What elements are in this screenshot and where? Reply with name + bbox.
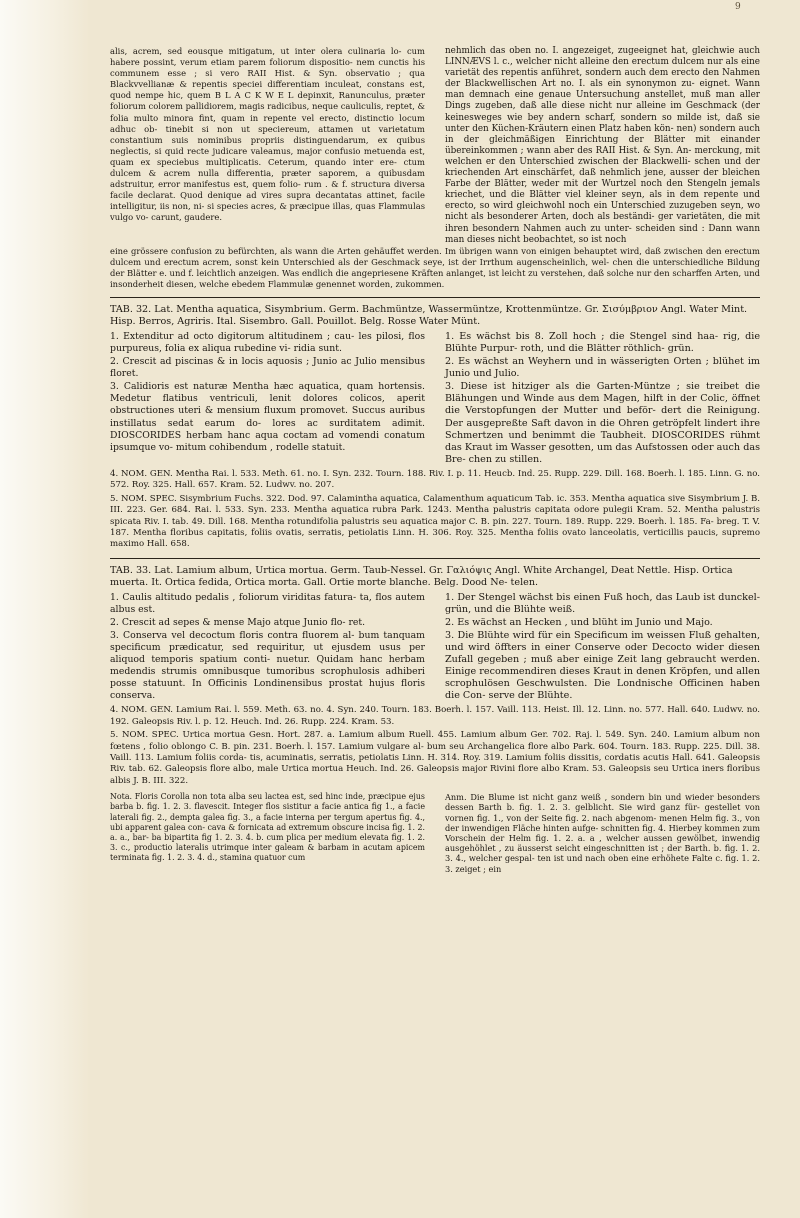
tab32-nom-gen: 4. NOM. GEN. Mentha Rai. l. 533. Meth. 61. no. I. Syn. 232. Tourn. 188. Riv. I. p. 11. Heucb. Ind. 25. Rupp. 229. Dill. 168. Boerh. l. 185. Linn. G. no. 572. Roy. 325. Hall. 657. Kram. 52. Ludwv. no. 207. (110, 468, 760, 491)
tab33-nom-spec: 5. NOM. SPEC. Urtica mortua Gesn. Hort. 287. a. Lamium album Ruell. 455. Lamium album Ger. 702. Raj. l. 549. Syn. 240. Lamium album non fœtens , folio oblongo C. B. pin. 231. Boerh. l. 157. Lamium vulgare al- bum seu Archangelica flore albo Park. 604. Tourn. 183. Rupp. 225. Dill. 38. Vaill. 113. Lamium foliis corda- tis, acuminatis, serratis, petiolatis Linn. H. 314. Roy. 319. Lamium foliis dissitis, cordatis acutis Hall. 641. Galeopsis Riv. tab. 62. Galeopsis flore albo, male Urtica mortua Heuch. Ind. 26. Galeopsis major Rivini flore albo Kram. 53. Galeopsis seu Urtica iners floribus albis J. B. III. 322. (110, 730, 760, 786)
tab33-nota-german: Anm. Die Blume ist nicht ganz weiß , sondern bin und wieder besonders dessen Barth b. fig. 1. 2. 3. gelblicht. Sie wird ganz für- gestellet von vornen fig. 1., von der Seite fig. 2. nach abgenom- menen Helm fig. 3., von der inwendigen Fläche hinten aufge- schnitten fig. 4. Hierbey kommen zum Vorschein der Helm fig. 1. 2. a. a , welcher aussen gewölbet, inwendig ausgehöhlet , zu äusserst seicht eingeschnitten ist ; der Barth. b. fig. 1. 2. 3. 4., welcher gespal- ten ist und nach oben eine erhöhete Falte c. fig. 1. 2. 3. zeiget ; ein (445, 792, 760, 874)
top-latin-text: alis, acrem, sed eousque mitigatum, ut inter olera culinaria lo- cum habere possint, verum etiam parem foliorum dispositio- nem cunctis his communem esse ; si vero RAII Hist. & Syn. observatio ; qua Blackvvellianæ & repentis speciei differentiam inculeat, constans est, quod nempe hic, quem B L A C K W E L depinxit, Ranunculus, præter foliorum colorem pallidiorem, magis radicibus, neque cauliculis, reptet, & folia multo minora fint, quam in repente vel erecto, distinctio locum adhuc ob- tinebit si non ut speciereum, attamen ut varietatum constantium suis nominibus propriis distinguendarum, ex quibus neglectis, si quid recte judicare valeamus, major confusio metuenda est, quam ex speciebus multiplicatis. Ceterum, quando inter ere- ctum dulcem & acrem nulla differentia, præter saporem, a quibusdam adstruitur, error manifestus est, quem folio- rum . & f. structura diversa facile declarat. Quod denique ad vires supra decantatas attinet, facile intelligitur, iis non, ni- si species acres, & præcipue illas, quas Flammulas vulgo vo- carunt, gaudere. (110, 46, 425, 223)
top-section (110, 46, 760, 246)
tab33-heading: TAB. 33. Lat. Lamium album, Urtica mortua. Germ. Taub-Nessel. Gr. Γαλιόψις Angl. White Archangel, Deat Nettle. Hisp. Ortica muerta. It. Ortica fedida, Ortica morta. Gall. Ortie morte blanche. Belg. Dood Ne- telen. (110, 564, 733, 589)
page-edge (0, 0, 90, 1218)
tab32-latin-item-2: 2. Crescit ad piscinas & in locis aquosis ; Junio ac Julio mensibus floret. (110, 356, 425, 380)
tab33-german-item-1: 1. Der Stengel wächst bis einen Fuß hoch, das Laub ist dunckel-grün, und die Blühte weiß. (445, 591, 760, 615)
tab33-latin-item-2: 2. Crescit ad sepes & mense Majo atque Junio flo- ret. (110, 616, 366, 628)
tab32-german-column (445, 331, 760, 467)
tab33-german-item-2: 2. Es wächst an Hecken , und blüht im Junio und Majo. (445, 616, 713, 628)
tab32-latin-item-1: 1. Extenditur ad octo digitorum altitudinem ; cau- les pilosi, flos purpureus, folia ex aliqua rubedine vi- ridia sunt. (110, 330, 425, 354)
tab33-german-column (445, 592, 760, 704)
tab32-latin-item-3: 3. Calidioris est naturæ Mentha hæc aquatica, quam hortensis. Medetur flatibus ventriculi, lenit dolores colicos, aperit obstructiones uteri & mensium fluxum promovet. Succus auribus instillatus sedat earum do- lores ac surditatem adimit. DIOSCORIDES herbam hanc aqua coctam ad vomendi conatum ipsumque vo- mitum cohibendum , rodelle statuit. (110, 381, 425, 453)
tab32-section (110, 304, 760, 551)
divider-rule (110, 297, 760, 298)
tab33-nom-gen: 4. NOM. GEN. Lamium Rai. l. 559. Meth. 63. no. 4. Syn. 240. Tourn. 183. Boerh. l. 157. Vaill. 113. Heist. Ill. 12. Linn. no. 577. Hall. 640. Ludwv. no. 192. Galeopsis Riv. l. p. 12. Heuch. Ind. 26. Rupp. 224. Kram. 53. (110, 705, 760, 727)
divider-rule (110, 558, 760, 559)
tab33-nota-latin: Nota. Floris Corolla non tota alba seu lactea est, sed hinc inde, præcipue ejus barba b. fig. 1. 2. 3. flavescit. Integer flos sistitur a facie antica fig 1., a facie laterali fig. 2., dempta galea fig. 3., a facie interna per tergum apertus fig. 4., ubi apparent galea con- cava & fornicata ad extremum obscure incisa fig. 1. 2. a. a., bar- ba bipartita fig 1. 2. 3. 4. b. cum plica per medium elevata fig. 1. 2. 3. c., productio lateralis utrimque inter galeam & barbam in acutam apicem terminata fig. 1. 2. 3. 4. d., stamina quatuor cum (110, 792, 425, 863)
page-mark: 9 (735, 2, 741, 12)
tab33-latin-column (110, 592, 425, 704)
top-german-full-text: eine grössere confusion zu befürchten, als wann die Arten gehäuffet werden. Im übrigen wann von einigen behauptet wird, daß zwischen den erectum dulcem und erectum acrem, sonst kein Unterschied als der Geschmack seye, ist der Irrthum augenscheinlich, wel- chen die unterschiedliche Bildung der Blätter e. und f. leichtlich anzeigen. Was endlich die angepriesene Kräften anlanget, ist leicht zu verstehen, daß solche nur den scharffen Arten, und insonderheit diesen, welche ebedem Flammulæ genennet worden, zukommen. (110, 245, 760, 289)
tab32-german-item-2: 2. Es wächst an Weyhern und in wässerigten Orten ; blühet im Junio und Julio. (445, 356, 760, 380)
tab33-latin-item-1: 1. Caulis altitudo pedalis , foliorum viriditas fatura- ta, flos autem albus est. (110, 591, 425, 615)
tab33-german-item-3: 3. Die Blühte wird für ein Specificum im weissen Fluß gehalten, und wird öffters in einer Conserve oder Decocto wider diesen Zufall gegeben ; muß aber einige Zeit lang gebraucht werden. Einige recommendiren dieses Kraut in denen Kröpfen, und allen scrophulösen Geschwulsten. Die Londnische Officinen haben die Con- serve der Blühte. (445, 629, 760, 702)
tab33-latin-item-3: 3. Conserva vel decoctum floris contra fluorem al- bum tanquam specificum prædicatur, sed requiritur, ut ejusdem usus per aliquod temporis spatium conti- nuetur. Quidam hanc herbam medendis strumis omnibusque tumoribus scrophulosis adhiberi posse statuunt. In Officinis Londinensibus prostat hujus floris conserva. (110, 629, 425, 702)
tab32-nom-spec: 5. NOM. SPEC. Sisymbrium Fuchs. 322. Dod. 97. Calamintha aquatica, Calamenthum aquaticum Tab. ic. 353. Mentha aquatica sive Sisymbrium J. B. III. 223. Ger. 684. Rai. l. 533. Syn. 233. Mentha aquatica rubra Park. 1243. Mentha palustris capitata odore pulegii Kram. 52. Mentha palustris spicata Riv. I. tab. 49. Dill. 168. Mentha rotundifolia palustris seu aquatica major C. B. pin. 227. Tourn. 189. Rupp. 229. Boerh. l. 185. Fa- breg. T. V. 187. Mentha floribus capitatis, foliis ovatis, serratis, petiolatis Linn. H. 306. Roy. 325. Mentha foliis ovato lanceolatis, verticillis paucis, supremo maximo Hall. 658. (110, 493, 760, 550)
tab33-section (110, 565, 760, 874)
tab32-latin-column (110, 331, 425, 467)
tab32-german-item-1: 1. Es wächst bis 8. Zoll hoch ; die Stengel sind haa- rig, die Blühte Purpur- roth, und die Blätter röthlich- grün. (445, 330, 760, 354)
top-german-text: nehmlich das oben no. I. angezeiget, zugeeignet hat, gleichwie auch LINNÆVS l. c., welcher nicht alleine den erectum dulcem nur als eine varietät des repentis anführet, sondern auch dem erecto den Nahmen der Blackwellischen Art no. I. als ein synonymon zu- eignet. Wann man demnach eine genaue Untersuchung anstellet, muß man aller Dings zugeben, daß alle diese nicht nur alleine im Geschmack (der keinesweges wie bey andern scharf, sondern so milde ist, daß sie unter den Küchen-Kräutern einen Platz haben kön- nen) sondern auch in der gleichmäßigen Einrichtung der Blätter mit einander übereinkommen ; wann aber des RAII Hist. & Syn. An- merckung, mit welchen er den Unterschied zwischen der Blackwelli- schen und der kriechenden Art einschärfet, daß nehmlich jene, ausser der bleichen Farbe der Blätter, weder mit der Wurtzel noch den Stengeln jemals kriechet, und die Blätter viel kleiner seyn, als in dem repente und erecto, so wird gleichwohl noch ein Unterschied zuzugeben seyn, wo nicht als besonderer Arten, doch als beständi- ger varietäten, die mit ihren besondern Nahmen auch zu unter- scheiden sind : Dann wann man dieses nicht beobachtet, so ist noch (445, 46, 760, 245)
tab32-german-item-3: 3. Diese ist hitziger als die Garten-Müntze ; sie treibet die Blähungen und Winde aus dem Magen, hilft in der Colic, öffnet die Verstopfungen der Mutter und beför- dert die Reinigung. Der ausgepreßte Saft davon in die Ohren getröpfelt lindert ihre Schmertzen und benimmt die Taubheit. DIOSCORIDES rühmt das Kraut im Wasser gesotten, um das Aufstossen oder auch das Bre- chen zu stillen. (445, 381, 760, 465)
tab32-heading: TAB. 32. Lat. Mentha aquatica, Sisymbrium. Germ. Bachmüntze, Wassermüntze, Krottenmüntze. Gr. Σισύμβριον Angl. Water Mint. Hisp. Berros, Agriris. Ital. Sisembro. Gall. Pouillot. Belg. Rosse Water Münt. (110, 304, 748, 328)
